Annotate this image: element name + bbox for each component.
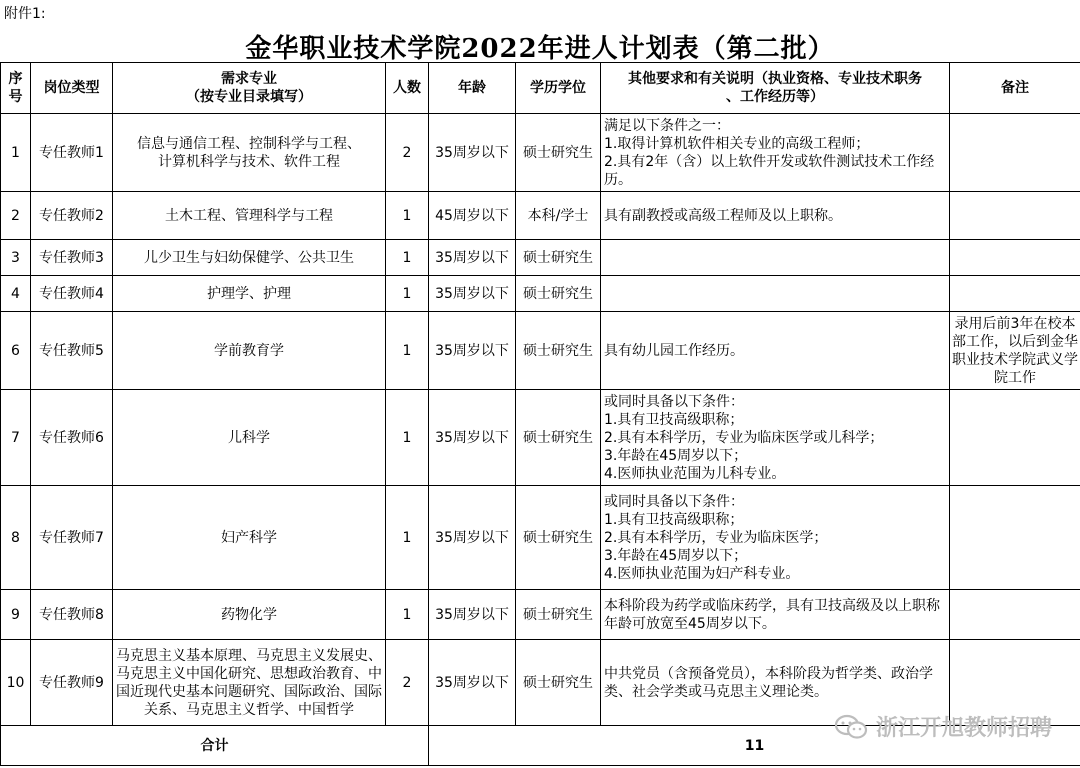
table-row	[1, 114, 1080, 192]
cell-other: 满足以下条件之一： 1.取得计算机软件相关专业的高级工程师； 2.具有2年（含）以上软件开发或软件测试技术工作经历。	[601, 114, 950, 192]
cell-major: 儿科学	[113, 390, 386, 486]
cell-degree: 本科/学士	[516, 192, 601, 240]
recruitment-plan-table	[0, 62, 1080, 766]
cell-major: 儿少卫生与妇幼保健学、公共卫生	[113, 240, 386, 276]
cell-remark	[950, 240, 1080, 276]
table-row	[1, 390, 1080, 486]
cell-seq: 4	[1, 276, 31, 312]
cell-seq: 1	[1, 114, 31, 192]
table-row	[1, 312, 1080, 390]
cell-major: 护理学、护理	[113, 276, 386, 312]
table-row	[1, 192, 1080, 240]
table-row	[1, 276, 1080, 312]
cell-major: 马克思主义基本原理、马克思主义发展史、马克思主义中国化研究、思想政治教育、中国近现代史基本问题研究、国际政治、国际关系、马克思主义哲学、中国哲学	[113, 640, 386, 726]
table-row	[1, 240, 1080, 276]
cell-type: 专任教师5	[31, 312, 113, 390]
header-type: 岗位类型	[31, 63, 113, 114]
cell-age: 35周岁以下	[429, 276, 516, 312]
total-value: 11	[429, 726, 1080, 766]
cell-age: 35周岁以下	[429, 390, 516, 486]
cell-age: 35周岁以下	[429, 240, 516, 276]
cell-degree: 硕士研究生	[516, 486, 601, 590]
cell-seq: 9	[1, 590, 31, 640]
cell-degree: 硕士研究生	[516, 240, 601, 276]
cell-count: 1	[386, 192, 429, 240]
header-degree: 学历学位	[516, 63, 601, 114]
cell-other: 或同时具备以下条件： 1.具有卫技高级职称； 2.具有本科学历，专业为临床医学或儿科学； 3.年龄在45周岁以下； 4.医师执业范围为儿科专业。	[601, 390, 950, 486]
cell-degree: 硕士研究生	[516, 114, 601, 192]
cell-other: 具有幼儿园工作经历。	[601, 312, 950, 390]
cell-age: 35周岁以下	[429, 486, 516, 590]
cell-age: 35周岁以下	[429, 114, 516, 192]
cell-count: 1	[386, 276, 429, 312]
cell-count: 1	[386, 486, 429, 590]
cell-age: 35周岁以下	[429, 590, 516, 640]
cell-count: 1	[386, 390, 429, 486]
cell-age: 35周岁以下	[429, 640, 516, 726]
cell-other: 本科阶段为药学或临床药学，具有卫技高级及以上职称年龄可放宽至45周岁以下。	[601, 590, 950, 640]
cell-count: 1	[386, 240, 429, 276]
cell-age: 45周岁以下	[429, 192, 516, 240]
header-seq: 序 号	[1, 63, 31, 114]
header-remark: 备注	[950, 63, 1080, 114]
cell-other: 中共党员（含预备党员），本科阶段为哲学类、政治学类、社会学类或马克思主义理论类。	[601, 640, 950, 726]
cell-count: 2	[386, 640, 429, 726]
cell-seq: 2	[1, 192, 31, 240]
cell-type: 专任教师1	[31, 114, 113, 192]
watermark	[834, 711, 1052, 742]
cell-remark	[950, 590, 1080, 640]
cell-major: 学前教育学	[113, 312, 386, 390]
cell-seq: 7	[1, 390, 31, 486]
cell-other: 具有副教授或高级工程师及以上职称。	[601, 192, 950, 240]
header-other: 其他要求和有关说明（执业资格、专业技术职务 、工作经历等）	[601, 63, 950, 114]
cell-type: 专任教师9	[31, 640, 113, 726]
cell-seq: 10	[1, 640, 31, 726]
page-title: 金华职业技术学院2022年进人计划表（第二批）	[245, 34, 835, 64]
cell-type: 专任教师7	[31, 486, 113, 590]
header-age: 年龄	[429, 63, 516, 114]
cell-major: 信息与通信工程、控制科学与工程、 计算机科学与技术、软件工程	[113, 114, 386, 192]
cell-type: 专任教师4	[31, 276, 113, 312]
cell-remark	[950, 486, 1080, 590]
cell-count: 1	[386, 312, 429, 390]
cell-remark	[950, 390, 1080, 486]
total-label: 合计	[1, 726, 429, 766]
cell-type: 专任教师2	[31, 192, 113, 240]
attachment-label: 附件1:	[4, 6, 46, 22]
cell-other	[601, 276, 950, 312]
cell-major: 药物化学	[113, 590, 386, 640]
cell-count: 1	[386, 590, 429, 640]
cell-degree: 硕士研究生	[516, 312, 601, 390]
cell-degree: 硕士研究生	[516, 390, 601, 486]
cell-seq: 6	[1, 312, 31, 390]
header-major: 需求专业 （按专业目录填写）	[113, 63, 386, 114]
watermark-text: 浙江开旭教师招聘	[875, 716, 1052, 741]
cell-seq: 3	[1, 240, 31, 276]
table-row	[1, 486, 1080, 590]
cell-remark	[950, 276, 1080, 312]
cell-type: 专任教师6	[31, 390, 113, 486]
table-row	[1, 590, 1080, 640]
header-row	[1, 63, 1080, 114]
cell-remark: 录用后前3年在校本部工作，以后到金华职业技术学院武义学院工作	[950, 312, 1080, 390]
cell-remark	[950, 192, 1080, 240]
cell-degree: 硕士研究生	[516, 640, 601, 726]
cell-degree: 硕士研究生	[516, 276, 601, 312]
cell-seq: 8	[1, 486, 31, 590]
cell-major: 妇产科学	[113, 486, 386, 590]
wechat-icon	[834, 714, 868, 740]
cell-age: 35周岁以下	[429, 312, 516, 390]
cell-other	[601, 240, 950, 276]
header-count: 人数	[386, 63, 429, 114]
cell-type: 专任教师8	[31, 590, 113, 640]
cell-type: 专任教师3	[31, 240, 113, 276]
cell-count: 2	[386, 114, 429, 192]
cell-major: 土木工程、管理科学与工程	[113, 192, 386, 240]
cell-remark	[950, 114, 1080, 192]
cell-degree: 硕士研究生	[516, 590, 601, 640]
cell-other: 或同时具备以下条件： 1.具有卫技高级职称； 2.具有本科学历，专业为临床医学； 3.年龄在45周岁以下； 4.医师执业范围为妇产科专业。	[601, 486, 950, 590]
